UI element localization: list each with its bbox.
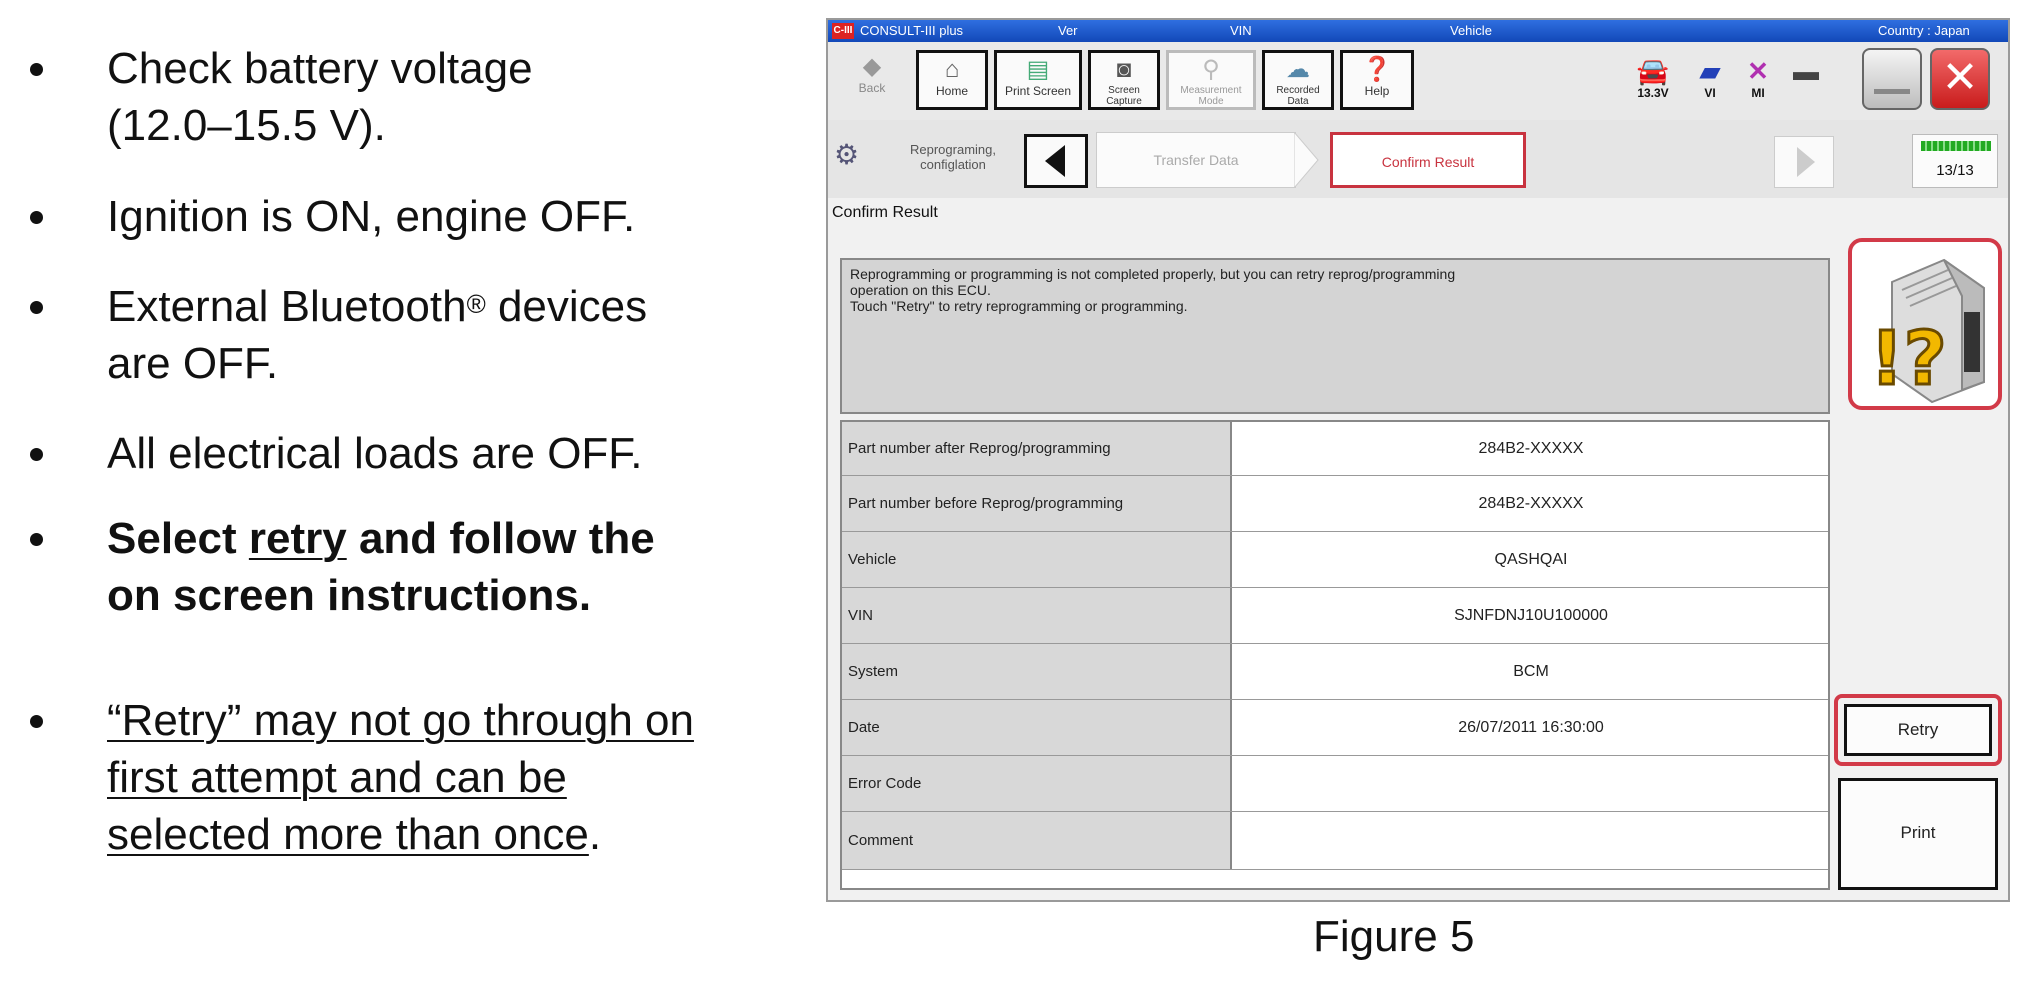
mi-disconnected-icon: ✕ xyxy=(1747,56,1769,86)
bullet-text: and follow the xyxy=(346,514,655,563)
bullet-dot xyxy=(30,301,43,314)
row-key: Part number before Reprog/programming xyxy=(842,476,1232,531)
row-key: Part number after Reprog/programming xyxy=(842,422,1232,475)
row-value: SJNFDNJ10U100000 xyxy=(1454,606,1608,624)
close-button[interactable] xyxy=(1930,48,1990,110)
next-step-button[interactable] xyxy=(1774,136,1834,188)
row-value: 26/07/2011 16:30:00 xyxy=(1458,718,1604,736)
print-button[interactable]: Print xyxy=(1838,778,1998,890)
row-value xyxy=(1234,756,1828,811)
ecu-module-icon xyxy=(1852,242,1998,406)
registered-mark: ® xyxy=(466,289,486,319)
row-value: 284B2-XXXXX xyxy=(1478,439,1584,457)
bullet-text: All electrical loads are OFF. xyxy=(107,429,643,478)
bullet-dot xyxy=(30,63,43,76)
bullet-text: (12.0–15.5 V). xyxy=(107,101,386,150)
home-icon: ⌂ xyxy=(944,56,960,83)
battery-status xyxy=(1786,56,1826,86)
bullet-text: External Bluetooth xyxy=(107,282,467,331)
back-arrow-icon: ◆ xyxy=(862,53,882,80)
app-title: CONSULT-III plus xyxy=(860,23,964,38)
mi-status: ✕ MI xyxy=(1738,56,1778,100)
bullet-dot xyxy=(30,533,43,546)
recorded-data-icon: ☁ xyxy=(1286,56,1310,83)
navigation-bar xyxy=(828,120,2008,198)
bullet-text: selected more than once xyxy=(107,810,589,859)
row-value: BCM xyxy=(1513,662,1549,680)
bullet-text: on screen instructions. xyxy=(107,571,592,620)
ecu-glyph: !? xyxy=(1870,316,1947,402)
row-key: VIN xyxy=(842,588,1232,643)
message-line: Reprogramming or programming is not completed properly, but you can retry reprog/programming xyxy=(850,266,1456,282)
table-row xyxy=(842,422,1828,476)
consult-logo: C-III xyxy=(832,23,854,39)
screen-capture-button[interactable]: ◙ Screen Capture xyxy=(1088,50,1160,110)
help-icon: ❓ xyxy=(1362,56,1392,83)
bullet-text: first attempt and can be xyxy=(107,753,567,802)
step-confirm-result: Confirm Result xyxy=(1330,132,1526,188)
row-value xyxy=(1234,812,1828,869)
row-key: System xyxy=(842,644,1232,699)
table-row xyxy=(842,812,1828,870)
result-table xyxy=(840,420,1830,890)
close-icon: ✕ xyxy=(1941,53,1979,102)
row-key: Date xyxy=(842,700,1232,755)
vehicle-label: Vehicle xyxy=(1450,23,1492,38)
bullet-text: Check battery voltage xyxy=(107,44,533,93)
message-line: Touch "Retry" to retry reprogramming or programming. xyxy=(850,298,1188,314)
country-label: Country : Japan xyxy=(1878,23,1970,38)
vi-connector-icon: ▰ xyxy=(1700,56,1720,86)
result-message xyxy=(840,258,1830,414)
print-screen-button[interactable]: ▤ Print Screen xyxy=(994,50,1082,110)
back-button[interactable]: ◆ Back xyxy=(842,50,902,110)
measurement-mode-button[interactable]: ⚲ Measurement Mode xyxy=(1166,50,1256,110)
breadcrumb: Reprograming, configlation xyxy=(910,142,996,172)
car-icon: 🚘 xyxy=(1636,56,1670,86)
table-row xyxy=(842,700,1828,756)
vin-label: VIN xyxy=(1230,23,1252,38)
row-key: Comment xyxy=(842,812,1232,869)
section-title: Confirm Result xyxy=(832,204,938,221)
row-key: Vehicle xyxy=(842,532,1232,587)
camera-icon: ◙ xyxy=(1116,56,1132,83)
help-button[interactable]: ❓ Help xyxy=(1340,50,1414,110)
reprogramming-icon: ⚙ xyxy=(834,139,860,170)
vi-status: ▰ VI xyxy=(1690,56,1730,100)
bullet-text: “Retry” may not go through on xyxy=(107,696,694,745)
previous-step-button[interactable] xyxy=(1024,134,1088,188)
retry-button[interactable]: Retry xyxy=(1844,704,1992,756)
table-row xyxy=(842,476,1828,532)
step-chevron-icon xyxy=(1294,132,1324,188)
battery-voltage-status: 🚘 13.3V xyxy=(1628,56,1678,100)
home-button[interactable]: ⌂ Home xyxy=(916,50,988,110)
table-row xyxy=(842,644,1828,700)
row-key: Error Code xyxy=(842,756,1232,811)
message-line: operation on this ECU. xyxy=(850,282,991,298)
bullet-text: are OFF. xyxy=(107,339,279,388)
table-row xyxy=(842,756,1828,812)
bullet-dot xyxy=(30,448,43,461)
step-transfer-data: Transfer Data xyxy=(1096,132,1296,188)
progress-bar xyxy=(1921,141,1991,151)
ecu-warning-icon xyxy=(1848,238,2002,410)
measurement-icon: ⚲ xyxy=(1202,56,1220,83)
recorded-data-button[interactable]: ☁ Recorded Data xyxy=(1262,50,1334,110)
retry-emphasis: retry xyxy=(248,514,347,563)
title-bar xyxy=(828,20,2008,42)
consult-screen xyxy=(826,18,2010,902)
progress-indicator xyxy=(1912,134,1998,188)
page-counter: 13/13 xyxy=(1936,162,1974,179)
table-row xyxy=(842,532,1828,588)
bullet-text: Select xyxy=(107,514,249,563)
right-arrow-icon xyxy=(1775,137,1833,187)
bullet-text: . xyxy=(588,810,602,859)
version-label: Ver xyxy=(1058,23,1078,38)
printer-icon: ▤ xyxy=(1026,56,1050,83)
left-arrow-icon xyxy=(1027,137,1085,185)
table-row xyxy=(842,588,1828,644)
minimize-icon xyxy=(1874,89,1910,94)
battery-icon: ▬ xyxy=(1793,56,1819,86)
row-value: QASHQAI xyxy=(1494,550,1568,568)
toolbar xyxy=(828,42,2008,120)
minimize-button[interactable] xyxy=(1862,48,1922,110)
row-value: 284B2-XXXXX xyxy=(1478,494,1584,512)
bullet-dot xyxy=(30,211,43,224)
bullet-text: devices xyxy=(485,282,648,331)
bullet-dot xyxy=(30,715,43,728)
figure-caption: Figure 5 xyxy=(1313,912,1475,961)
bullet-text: Ignition is ON, engine OFF. xyxy=(107,192,636,241)
